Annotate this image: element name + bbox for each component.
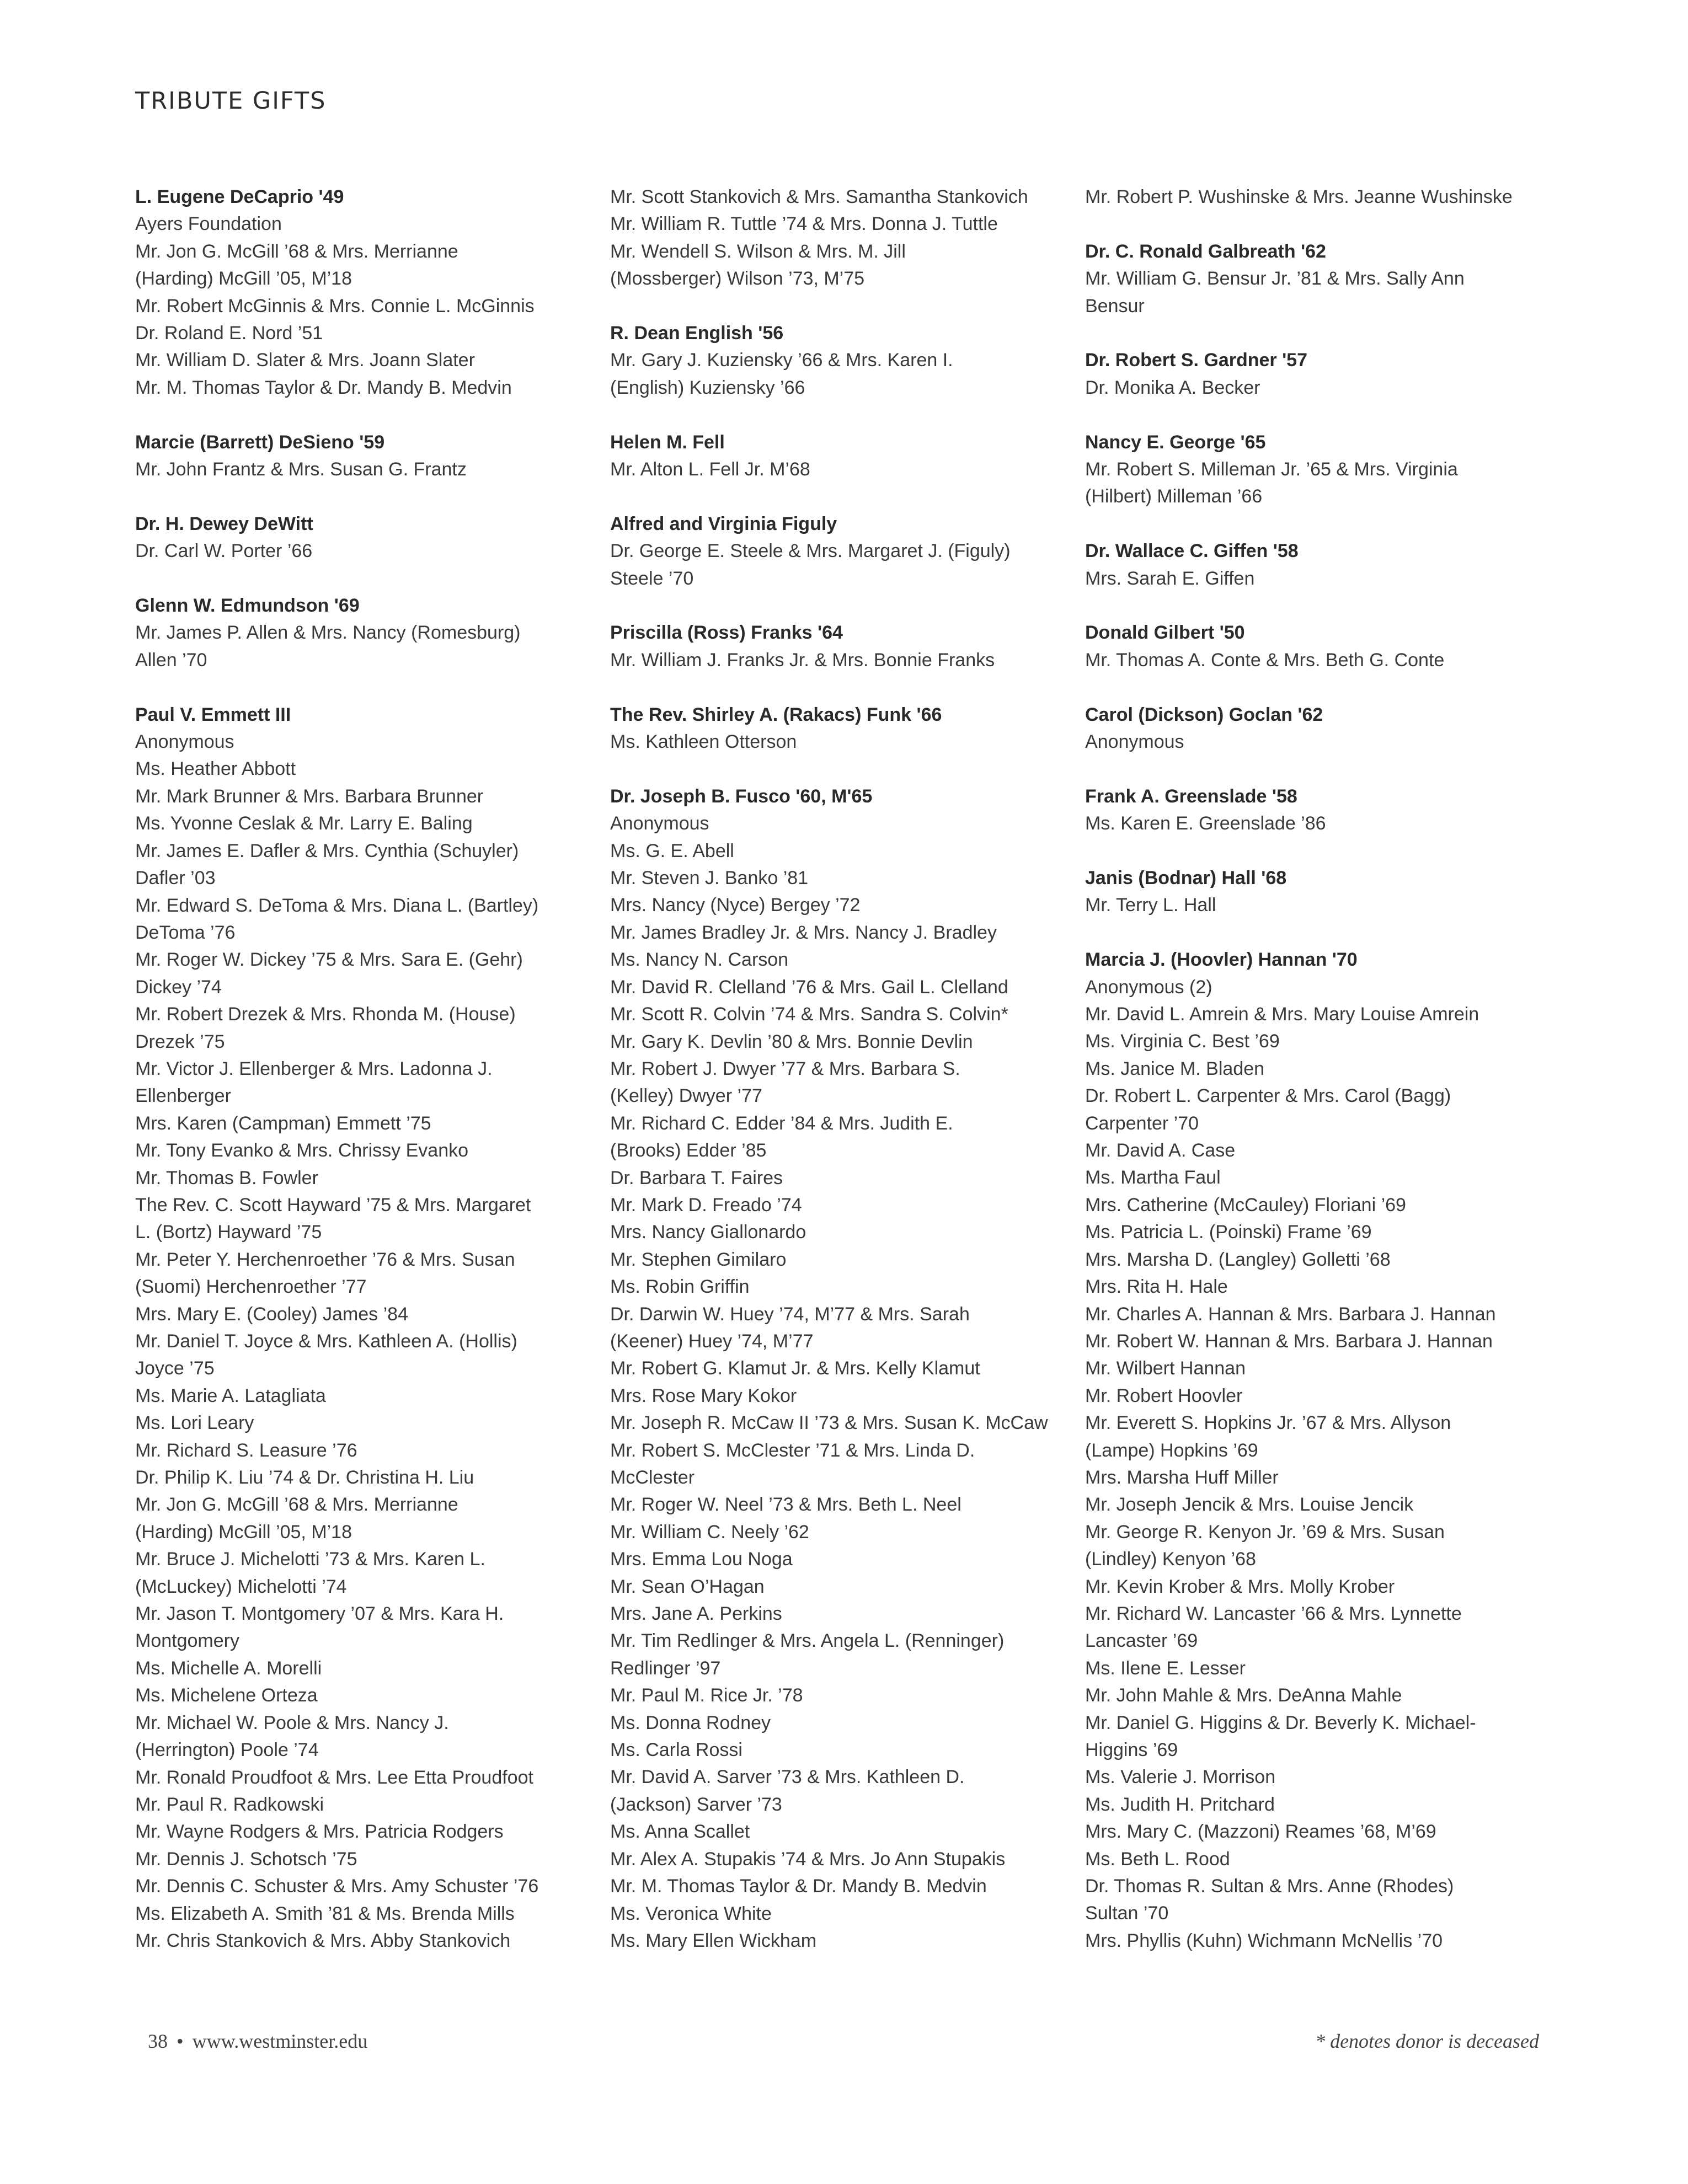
honoree-name: Dr. H. Dewey DeWitt [135,513,313,534]
donor-line: Mr. James Bradley Jr. & Mrs. Nancy J. Bradley [610,922,997,943]
donor-line: Mrs. Karen (Campman) Emmett ’75 [135,1112,431,1134]
donor-line: Ms. Donna Rodney [610,1712,771,1733]
donor-line: Mr. Mark Brunner & Mrs. Barbara Brunner [135,785,484,807]
column-1 [135,184,593,1982]
donor-line: Drezek ’75 [135,1031,225,1052]
donor-line: Dr. Barbara T. Faires [610,1167,783,1189]
tribute-group [135,592,593,674]
donor-line: Mr. David R. Clelland ’76 & Mrs. Gail L. Clelland [610,976,1008,998]
donor-line: Mr. Mark D. Freado ’74 [610,1194,802,1216]
donor-line: Mrs. Sarah E. Giffen [1085,568,1255,589]
donor-line: Mr. Joseph R. McCaw II ’73 & Mrs. Susan K. McCaw [610,1412,1048,1434]
donor-line: Ms. G. E. Abell [610,840,734,861]
donor-line: (Jackson) Sarver ’73 [610,1794,782,1815]
donor-line: Ms. Elizabeth A. Smith ’81 & Ms. Brenda Mills [135,1903,515,1924]
donor-line: (Lampe) Hopkins ’69 [1085,1439,1258,1461]
donor-line: Steele ’70 [610,568,694,589]
donor-line: Mr. Robert G. Klamut Jr. & Mrs. Kelly Klamut [610,1358,980,1379]
donor-line: Ms. Nancy N. Carson [610,949,789,971]
donor-line: Higgins ’69 [1085,1739,1178,1761]
donor-line: Mr. Robert S. McClester ’71 & Mrs. Linda D. [610,1439,975,1461]
donor-line: Dr. Thomas R. Sultan & Mrs. Anne (Rhodes) [1085,1876,1454,1897]
donor-line: Anonymous (2) [1085,976,1212,998]
honoree-name: L. Eugene DeCaprio '49 [135,186,344,207]
tribute-group [610,184,1068,293]
donor-line: Mr. Roger W. Dickey ’75 & Mrs. Sara E. (Gehr) [135,949,523,971]
honoree-name: The Rev. Shirley A. (Rakacs) Funk '66 [610,704,942,725]
honoree-name: Dr. Robert S. Gardner '57 [1085,350,1307,371]
donor-line: Mrs. Marsha D. (Langley) Golletti ’68 [1085,1249,1391,1270]
page-number: 38 [148,2030,168,2052]
donor-line: (Kelley) Dwyer ’77 [610,1085,762,1107]
tribute-group [135,429,593,484]
honoree-name: Dr. Wallace C. Giffen '58 [1085,540,1299,562]
honoree-name: Marcie (Barrett) DeSieno '59 [135,431,385,453]
donor-line: Mr. Thomas B. Fowler [135,1167,318,1189]
donor-line: The Rev. C. Scott Hayward ’75 & Mrs. Margaret [135,1194,531,1216]
donor-line: Mr. Tony Evanko & Mrs. Chrissy Evanko [135,1140,469,1161]
donor-line: Anonymous [135,731,234,753]
donor-line: Mr. Michael W. Poole & Mrs. Nancy J. [135,1712,449,1733]
donor-line: Mr. Thomas A. Conte & Mrs. Beth G. Conte [1085,649,1445,671]
donor-line: Ms. Veronica White [610,1903,772,1924]
donor-line: Mr. Scott Stankovich & Mrs. Samantha Stankovich [610,186,1028,207]
donor-line: Mr. Gary J. Kuziensky ’66 & Mrs. Karen I. [610,350,953,371]
donor-line: (Suomi) Herchenroether ’77 [135,1276,367,1298]
donor-line: Ms. Valerie J. Morrison [1085,1767,1276,1788]
donor-line: Bensur [1085,295,1145,317]
tribute-group [610,783,1068,1955]
donor-line: Mr. James P. Allen & Mrs. Nancy (Romesburg) [135,622,521,644]
donor-line: Mr. Wayne Rodgers & Mrs. Patricia Rodgers [135,1821,504,1843]
donor-line: Ms. Anna Scallet [610,1821,750,1843]
donor-line: Mr. Wilbert Hannan [1085,1358,1246,1379]
donor-line: Ms. Heather Abbott [135,758,296,780]
donor-line: Mr. Robert McGinnis & Mrs. Connie L. McGinnis [135,295,535,317]
tribute-group [135,702,593,1955]
donor-line: Ms. Michelle A. Morelli [135,1657,322,1679]
honoree-name: R. Dean English '56 [610,323,784,344]
donor-line: Mr. John Mahle & Mrs. DeAnna Mahle [1085,1685,1402,1706]
donor-line: Mrs. Nancy Giallonardo [610,1222,806,1243]
page-title: TRIBUTE GIFTS [135,87,327,115]
donor-line: Mr. Edward S. DeToma & Mrs. Diana L. (Bartley) [135,895,539,916]
donor-line: Ms. Lori Leary [135,1412,254,1434]
donor-line: Mr. William R. Tuttle ’74 & Mrs. Donna J. Tuttle [610,213,998,235]
donor-line: Dr. George E. Steele & Mrs. Margaret J. (Figuly) [610,540,1011,562]
donor-line: DeToma ’76 [135,922,236,943]
donor-line: Mrs. Emma Lou Noga [610,1549,793,1570]
donor-line: Dr. Monika A. Becker [1085,377,1260,398]
tribute-group [610,320,1068,402]
donor-line: Mr. Stephen Gimilaro [610,1249,787,1270]
donor-line: Mr. Bruce J. Michelotti ’73 & Mrs. Karen L. [135,1549,485,1570]
website-link[interactable]: www.westminster.edu [192,2030,368,2052]
donor-line: Ms. Judith H. Pritchard [1085,1794,1275,1815]
donor-line: Mr. William J. Franks Jr. & Mrs. Bonnie Franks [610,649,995,671]
donor-line: Mr. James E. Dafler & Mrs. Cynthia (Schuyler) [135,840,519,861]
donor-line: Ms. Ilene E. Lesser [1085,1657,1246,1679]
donor-line: Mrs. Jane A. Perkins [610,1603,782,1625]
honoree-name: Nancy E. George '65 [1085,431,1266,453]
donor-line: Mr. Paul M. Rice Jr. ’78 [610,1685,803,1706]
tribute-group [610,702,1068,756]
tribute-group [135,184,593,402]
tribute-group [1085,702,1543,756]
honoree-name: Glenn W. Edmundson '69 [135,595,360,617]
donor-line: Mr. Wendell S. Wilson & Mrs. M. Jill [610,240,906,262]
donor-line: Mr. Sean O’Hagan [610,1576,765,1597]
donor-line: Mrs. Rose Mary Kokor [610,1385,797,1406]
column-3 [1085,184,1543,1982]
donor-line: Ellenberger [135,1085,231,1107]
deceased-note: * denotes donor is deceased [1315,2030,1539,2052]
donor-line: Dickey ’74 [135,976,222,998]
donor-line: Dr. Carl W. Porter ’66 [135,540,313,562]
donor-line: Ms. Robin Griffin [610,1276,750,1298]
donor-line: Dr. Darwin W. Huey ’74, M’77 & Mrs. Sarah [610,1303,970,1325]
donor-line: Mr. Ronald Proudfoot & Mrs. Lee Etta Proudfoot [135,1767,533,1788]
donor-line: Mr. Victor J. Ellenberger & Mrs. Ladonna J. [135,1058,493,1079]
donor-line: Mr. Steven J. Banko ’81 [610,868,809,889]
donor-line: Mr. Scott R. Colvin ’74 & Mrs. Sandra S. Colvin* [610,1004,1008,1025]
donor-line: Mr. Robert P. Wushinske & Mrs. Jeanne Wushinske [1085,186,1513,207]
donor-line: Mr. Roger W. Neel ’73 & Mrs. Beth L. Neel [610,1494,961,1516]
donor-line: Joyce ’75 [135,1358,215,1379]
donor-line: Mr. David A. Sarver ’73 & Mrs. Kathleen D. [610,1767,965,1788]
donor-line: Mrs. Nancy (Nyce) Bergey ’72 [610,895,861,916]
donor-line: McClester [610,1467,695,1488]
donor-line: Lancaster ’69 [1085,1630,1198,1652]
donor-line: Carpenter ’70 [1085,1112,1199,1134]
donor-line: Mr. Jason T. Montgomery ’07 & Mrs. Kara H. [135,1603,504,1625]
donor-line: (Brooks) Edder ’85 [610,1140,767,1161]
footer-left [148,2030,367,2053]
tribute-group [1085,347,1543,402]
donor-line: L. (Bortz) Hayward ’75 [135,1222,322,1243]
donor-line: Mr. William C. Neely ’62 [610,1521,809,1543]
tribute-group [1085,619,1543,674]
donor-line: Dr. Philip K. Liu ’74 & Dr. Christina H. Liu [135,1467,474,1489]
tribute-group [610,511,1068,592]
tribute-group [610,429,1068,484]
donor-line: Mr. Dennis J. Schotsch ’75 [135,1848,357,1870]
donor-line: Mrs. Phyllis (Kuhn) Wichmann McNellis ’70 [1085,1930,1443,1951]
tribute-group [1085,238,1543,320]
donor-line: Mrs. Rita H. Hale [1085,1276,1228,1298]
tribute-group [1085,783,1543,838]
donor-line: Ms. Martha Faul [1085,1167,1221,1189]
donor-line: Mr. Richard W. Lancaster ’66 & Mrs. Lynnette [1085,1603,1462,1624]
donor-line: Mr. Everett S. Hopkins Jr. ’67 & Mrs. Allyson [1085,1412,1451,1434]
donor-line: (Mossberger) Wilson ’73, M’75 [610,268,865,290]
tribute-group [1085,865,1543,919]
donor-line: Ms. Karen E. Greenslade ’86 [1085,813,1326,834]
honoree-name: Frank A. Greenslade '58 [1085,785,1297,807]
donor-line: Mr. William G. Bensur Jr. ’81 & Mrs. Sally Ann [1085,268,1465,290]
donor-line: Mrs. Marsha Huff Miller [1085,1466,1279,1488]
donor-line: Mr. Robert Hoovler [1085,1385,1243,1406]
donor-line: Mr. Robert S. Milleman Jr. ’65 & Mrs. Virginia [1085,459,1458,480]
donor-line: Ms. Virginia C. Best ’69 [1085,1031,1280,1052]
donor-line: Mrs. Mary C. (Mazzoni) Reames ’68, M’69 [1085,1821,1436,1843]
tribute-group [1085,538,1543,592]
donor-line: Anonymous [610,813,709,834]
donor-line: Dr. Robert L. Carpenter & Mrs. Carol (Bagg) [1085,1085,1451,1107]
donor-line: Mr. Daniel G. Higgins & Dr. Beverly K. Michael- [1085,1712,1476,1733]
donor-line: Redlinger ’97 [610,1657,721,1679]
donor-line: Mr. Alex A. Stupakis ’74 & Mrs. Jo Ann Stupakis [610,1848,1006,1870]
tribute-group [135,511,593,565]
donor-line: Mr. Tim Redlinger & Mrs. Angela L. (Renninger) [610,1630,1005,1652]
donor-line: Mrs. Catherine (McCauley) Floriani ’69 [1085,1194,1406,1216]
donor-line: Mr. Chris Stankovich & Mrs. Abby Stankovich [135,1930,511,1951]
donor-line: Mr. Richard C. Edder ’84 & Mrs. Judith E. [610,1112,953,1134]
tribute-group [610,619,1068,674]
donor-line: Mr. Joseph Jencik & Mrs. Louise Jencik [1085,1494,1414,1516]
footer-separator: • [177,2030,184,2052]
donor-line: Ms. Mary Ellen Wickham [610,1930,817,1951]
donor-line: Sultan ’70 [1085,1903,1169,1924]
donor-line: (Harding) McGill ’05, M’18 [135,1521,352,1543]
donor-line: (English) Kuziensky ’66 [610,377,805,398]
donor-line: (McLuckey) Michelotti ’74 [135,1576,347,1597]
donor-line: Dafler ’03 [135,868,216,889]
donor-line: Ms. Beth L. Rood [1085,1848,1230,1870]
honoree-name: Donald Gilbert '50 [1085,622,1245,644]
donor-line: Ms. Michelene Orteza [135,1685,318,1706]
donor-line: Mr. Gary K. Devlin ’80 & Mrs. Bonnie Devlin [610,1031,973,1052]
donor-line: Mr. George R. Kenyon Jr. ’69 & Mrs. Susan [1085,1521,1445,1543]
honoree-name: Carol (Dickson) Goclan '62 [1085,704,1323,725]
donor-line: Ayers Foundation [135,213,282,235]
donor-line: Mr. Charles A. Hannan & Mrs. Barbara J. Hannan [1085,1303,1496,1325]
donor-line: Mr. Robert W. Hannan & Mrs. Barbara J. Hannan [1085,1330,1493,1352]
donor-line: Mr. Peter Y. Herchenroether ’76 & Mrs. Susan [135,1249,515,1270]
donor-line: Mr. M. Thomas Taylor & Dr. Mandy B. Medvin [610,1876,987,1897]
donor-line: Anonymous [1085,731,1184,753]
honoree-name: Marcia J. (Hoovler) Hannan '70 [1085,949,1358,971]
donor-line: (Lindley) Kenyon ’68 [1085,1549,1256,1570]
donor-line: Mr. Terry L. Hall [1085,895,1216,916]
donor-line: Ms. Carla Rossi [610,1739,742,1761]
tribute-group [1085,184,1543,211]
donor-line: (Hilbert) Milleman ’66 [1085,486,1263,507]
donor-line: Mr. David A. Case [1085,1140,1236,1161]
donor-line: Dr. Roland E. Nord ’51 [135,323,323,344]
honoree-name: Janis (Bodnar) Hall '68 [1085,868,1287,889]
donor-line: Montgomery [135,1630,239,1652]
donor-line: Ms. Yvonne Ceslak & Mr. Larry E. Baling [135,813,473,834]
donor-line: Mr. John Frantz & Mrs. Susan G. Frantz [135,459,467,480]
donor-line: Mr. Daniel T. Joyce & Mrs. Kathleen A. (Hollis) [135,1331,517,1352]
donor-line: Mr. Jon G. McGill ’68 & Mrs. Merrianne [135,1494,458,1516]
honoree-name: Priscilla (Ross) Franks '64 [610,622,843,644]
donor-line: Mr. Richard S. Leasure ’76 [135,1439,357,1461]
honoree-name: Dr. C. Ronald Galbreath '62 [1085,240,1326,262]
donor-line: Ms. Patricia L. (Poinski) Frame ’69 [1085,1222,1372,1243]
donor-line: (Herrington) Poole ’74 [135,1739,319,1761]
donor-line: (Keener) Huey ’74, M’77 [610,1330,814,1352]
column-2 [610,184,1068,1982]
donor-line: Mrs. Mary E. (Cooley) James ’84 [135,1303,408,1325]
donor-line: Ms. Marie A. Latagliata [135,1385,326,1406]
donor-line: Mr. M. Thomas Taylor & Dr. Mandy B. Medvin [135,377,512,398]
donor-line: Mr. Alton L. Fell Jr. M’68 [610,459,810,480]
donor-line: Mr. Robert J. Dwyer ’77 & Mrs. Barbara S. [610,1058,960,1079]
honoree-name: Paul V. Emmett III [135,704,291,725]
donor-line: Allen ’70 [135,649,207,671]
honoree-name: Alfred and Virginia Figuly [610,513,837,534]
donor-line: Ms. Janice M. Bladen [1085,1058,1265,1079]
donor-line: (Harding) McGill ’05, M’18 [135,268,352,290]
donor-line: Mr. Jon G. McGill ’68 & Mrs. Merrianne [135,240,458,262]
donor-line: Mr. William D. Slater & Mrs. Joann Slater [135,350,475,371]
honoree-name: Helen M. Fell [610,431,725,453]
tribute-group [1085,946,1543,1955]
donor-line: Mr. Robert Drezek & Mrs. Rhonda M. (House) [135,1004,516,1025]
donor-line: Mr. Dennis C. Schuster & Mrs. Amy Schuster ’76 [135,1876,539,1897]
donor-line: Mr. Paul R. Radkowski [135,1794,324,1815]
honoree-name: Dr. Joseph B. Fusco '60, M'65 [610,785,873,807]
donor-line: Mr. Kevin Krober & Mrs. Molly Krober [1085,1576,1395,1597]
donor-line: Mr. David L. Amrein & Mrs. Mary Louise Amrein [1085,1004,1479,1025]
tribute-group [1085,429,1543,511]
donor-line: Ms. Kathleen Otterson [610,731,797,753]
